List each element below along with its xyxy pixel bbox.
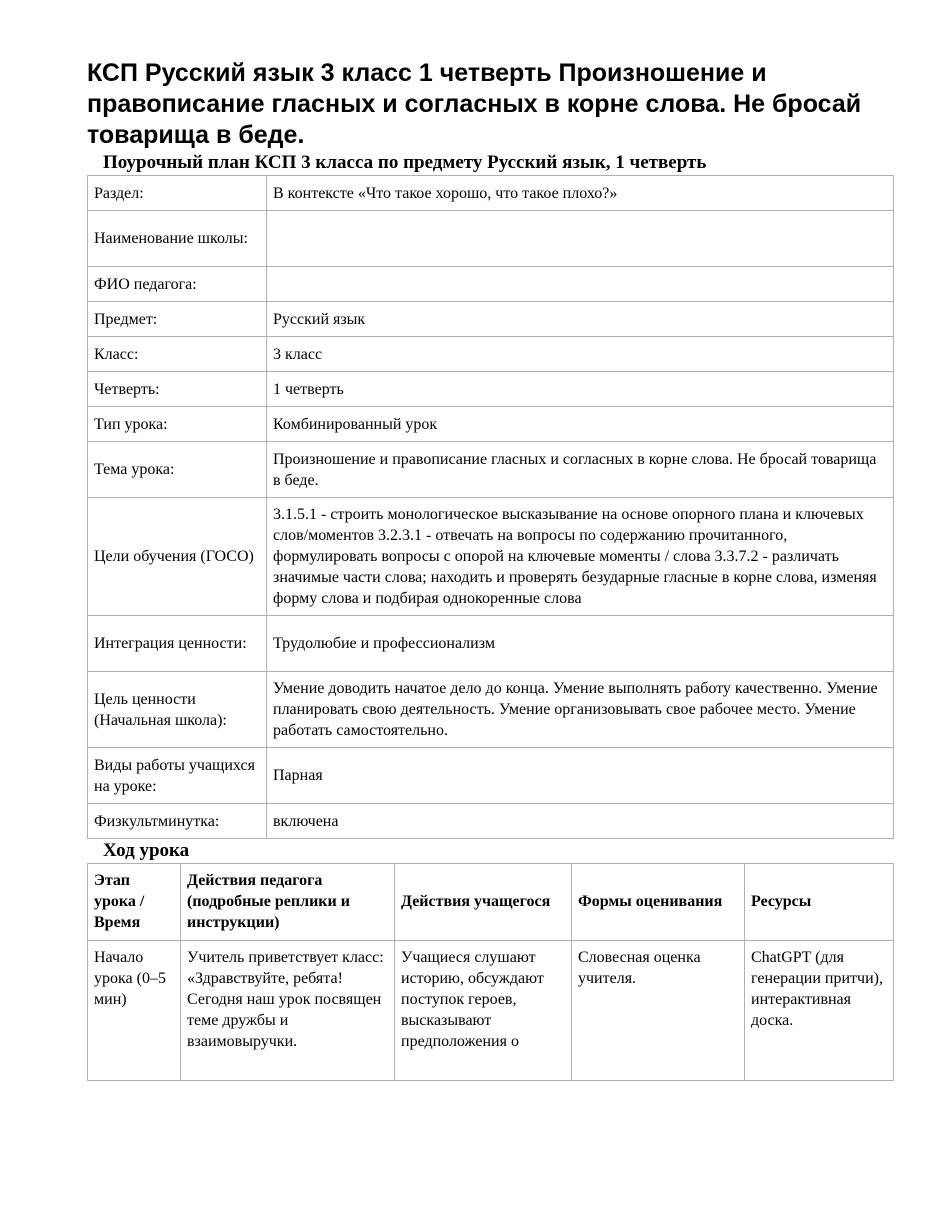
- info-label: Интеграция ценности:: [88, 616, 267, 672]
- info-row-value-goal: [88, 672, 894, 748]
- info-value: Произношение и правописание гласных и согласных в корне слова. Не бросай товарища в беде.: [267, 442, 894, 498]
- info-row-lesson-type: [88, 407, 894, 442]
- info-label: Физкультминутка:: [88, 804, 267, 839]
- column-header: Действия учащегося: [395, 864, 572, 941]
- lesson-heading: Ход урока: [103, 840, 190, 861]
- info-label: Раздел:: [88, 176, 267, 211]
- info-label: Предмет:: [88, 302, 267, 337]
- info-label: Цели обучения (ГОСО): [88, 498, 267, 616]
- info-value: включена: [267, 804, 894, 839]
- resources-cell: ChatGPT (для генерации притчи), интерактивная доска.: [745, 941, 894, 1081]
- table-row: [88, 941, 894, 1081]
- info-value: [267, 211, 894, 267]
- info-row-section: [88, 176, 894, 211]
- info-label: ФИО педагога:: [88, 267, 267, 302]
- info-label: Тип урока:: [88, 407, 267, 442]
- info-label: Класс:: [88, 337, 267, 372]
- info-label: Виды работы учащихся на уроке:: [88, 748, 267, 804]
- info-row-value-integration: [88, 616, 894, 672]
- info-row-quarter: [88, 372, 894, 407]
- plan-heading: Поурочный план КСП 3 класса по предмету Русский язык, 1 четверть: [103, 152, 707, 173]
- lesson-flow-table: [87, 863, 894, 1081]
- info-value: В контексте «Что такое хорошо, что такое плохо?»: [267, 176, 894, 211]
- info-row-teacher: [88, 267, 894, 302]
- info-value: [267, 267, 894, 302]
- info-label: Четверть:: [88, 372, 267, 407]
- student-actions-cell: Учащиеся слушают историю, обсуждают поступок героев, высказывают предположения о: [395, 941, 572, 1081]
- column-header: Действия педагога (подробные реплики и инструкции): [181, 864, 395, 941]
- info-value: 3.1.5.1 - строить монологическое высказывание на основе опорного плана и ключевых слов/моментов 3.2.3.1 - отвечать на вопросы по содержанию прочитанного, формулировать вопросы с опорой на ключевые моменты / слова 3.3.7.2 - различать значимые части слова; находить и проверять безударные гласные в корне слова, изменяя форму слова и подбирая однокоренные слова: [267, 498, 894, 616]
- info-label: Тема урока:: [88, 442, 267, 498]
- info-row-grade: [88, 337, 894, 372]
- info-label: Наименование школы:: [88, 211, 267, 267]
- info-row-learning-goals: [88, 498, 894, 616]
- stage-cell: Начало урока (0–5 мин): [88, 941, 181, 1081]
- document-page: [87, 58, 893, 1081]
- info-row-topic: [88, 442, 894, 498]
- info-value: Русский язык: [267, 302, 894, 337]
- column-header: Этап урока / Время: [88, 864, 181, 941]
- lesson-info-table: [87, 175, 894, 839]
- info-value: Комбинированный урок: [267, 407, 894, 442]
- info-row-exercise-break: [88, 804, 894, 839]
- info-label: Цель ценности (Начальная школа):: [88, 672, 267, 748]
- teacher-actions-cell: Учитель приветствует класс: «Здравствуйте, ребята! Сегодня наш урок посвящен теме дружбы и взаимовыручки.: [181, 941, 395, 1081]
- info-value: 1 четверть: [267, 372, 894, 407]
- info-value: Трудолюбие и профессионализм: [267, 616, 894, 672]
- info-row-work-types: [88, 748, 894, 804]
- lesson-header-row: [88, 864, 894, 941]
- document-title: КСП Русский язык 3 класс 1 четверть Произношение и правописание гласных и согласных в корне слова. Не бросай товарища в беде.: [87, 59, 862, 149]
- column-header: Ресурсы: [745, 864, 894, 941]
- column-header: Формы оценивания: [572, 864, 745, 941]
- info-value: Умение доводить начатое дело до конца. Умение выполнять работу качественно. Умение планировать свою деятельность. Умение организовывать свое рабочее место. Умение работать самостоятельно.: [267, 672, 894, 748]
- info-value: 3 класс: [267, 337, 894, 372]
- info-row-school: [88, 211, 894, 267]
- assessment-cell: Словесная оценка учителя.: [572, 941, 745, 1081]
- info-value: Парная: [267, 748, 894, 804]
- info-row-subject: [88, 302, 894, 337]
